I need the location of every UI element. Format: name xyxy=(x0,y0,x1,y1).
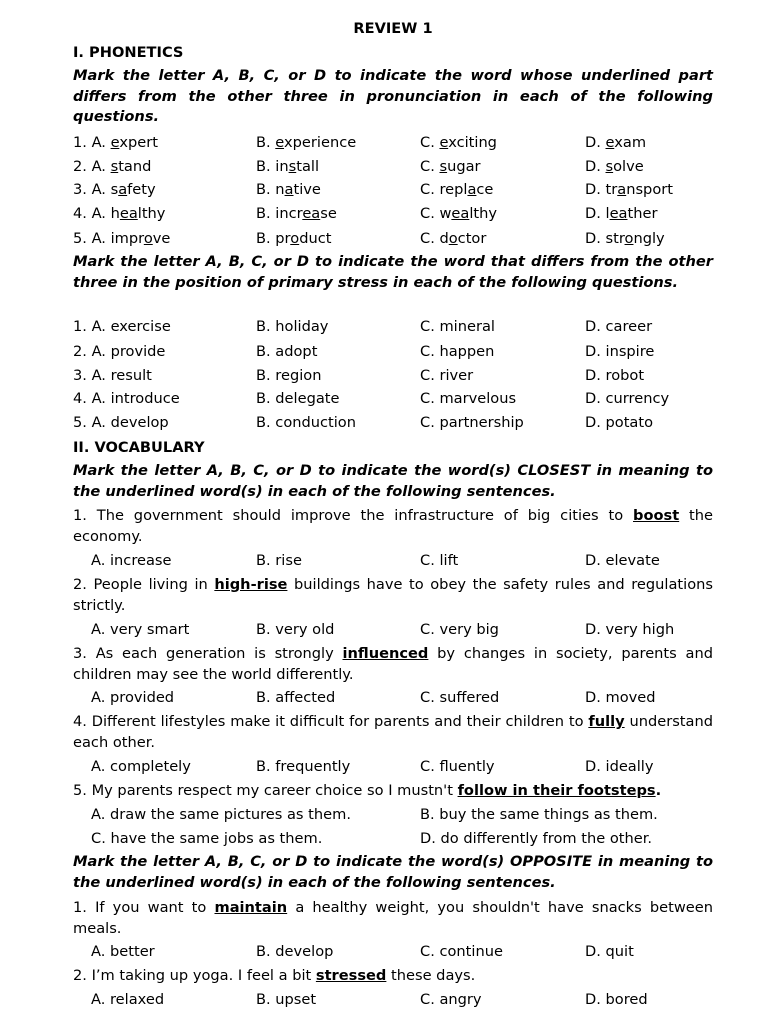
option-a: 1. A. exercise xyxy=(73,318,171,335)
target-word: stressed xyxy=(315,967,387,984)
target-word: high-rise xyxy=(214,576,288,593)
closest-question-5: 5. My parents respect my career choice so I mustn't follow in their footsteps. xyxy=(73,782,662,799)
option-b: B. delegate xyxy=(256,390,340,407)
option-b: B. conduction xyxy=(256,414,356,431)
option-d: D. elevate xyxy=(585,552,660,569)
option-c: C. river xyxy=(420,367,474,384)
target-word: influenced xyxy=(342,645,429,662)
option-a: 2. A. provide xyxy=(73,343,166,360)
option-b: B. very old xyxy=(256,621,335,638)
option-a: 4. A. healthy xyxy=(73,205,166,222)
option-a: 3. A. safety xyxy=(73,181,156,198)
option-b: B. holiday xyxy=(256,318,329,335)
closest-question-1: 1. The government should improve the infrastructure of big cities to boost the economy. xyxy=(73,507,714,545)
option-d: D. currency xyxy=(585,390,670,407)
opposite-question-2: 2. I’m taking up yoga. I feel a bit stressed these days. xyxy=(73,967,476,984)
option-b: B. install xyxy=(256,158,319,175)
option-b: B. upset xyxy=(256,991,317,1008)
option-a: A. increase xyxy=(91,552,172,569)
closest-question-3: 3. As each generation is strongly influenced by changes in society, parents and children may see the world differently. xyxy=(73,645,713,683)
option-a: 3. A. result xyxy=(73,367,152,384)
target-word: fully xyxy=(588,713,625,730)
option-c: C. fluently xyxy=(420,758,495,775)
option-b: B. affected xyxy=(256,689,336,706)
option-d: D. potato xyxy=(585,414,654,431)
target-word: maintain xyxy=(214,899,288,916)
section-heading-phonetics: I. PHONETICS xyxy=(73,44,184,61)
option-d: D. quit xyxy=(585,943,634,960)
closest-instruction: Mark the letter A, B, C, or D to indicate the word(s) CLOSEST in meaning to the underlined word(s) in each of the following sentences. xyxy=(73,462,713,500)
option-a: A. relaxed xyxy=(91,991,165,1008)
opposite-question-1: 1. If you want to maintain a healthy weight, you shouldn't have snacks between meals. xyxy=(73,899,713,937)
option-d: D. leather xyxy=(585,205,658,222)
option-d: D. solve xyxy=(585,158,644,175)
option-c: C. have the same jobs as them. xyxy=(91,830,323,847)
option-a: 2. A. stand xyxy=(73,158,152,175)
option-d: D. robot xyxy=(585,367,645,384)
option-b: B. experience xyxy=(256,134,357,151)
option-c: C. happen xyxy=(420,343,495,360)
option-a: A. completely xyxy=(91,758,191,775)
option-d: D. inspire xyxy=(585,343,655,360)
option-d: D. transport xyxy=(585,181,673,198)
option-c: C. sugar xyxy=(420,158,481,175)
option-b: B. increase xyxy=(256,205,337,222)
option-a: A. better xyxy=(91,943,155,960)
option-c: C. lift xyxy=(420,552,459,569)
option-c: C. continue xyxy=(420,943,503,960)
option-d: D. do differently from the other. xyxy=(420,830,653,847)
stress-instruction: Mark the letter A, B, C, or D to indicate the word that differs from the other three in the position of primary stress in each of the following questions. xyxy=(73,253,713,291)
target-phrase: follow in their footsteps xyxy=(457,782,656,799)
option-d: D. career xyxy=(585,318,653,335)
option-d: D. exam xyxy=(585,134,647,151)
option-d: D. moved xyxy=(585,689,656,706)
option-b: B. rise xyxy=(256,552,302,569)
option-d: D. bored xyxy=(585,991,648,1008)
option-d: D. very high xyxy=(585,621,675,638)
option-c: C. suffered xyxy=(420,689,500,706)
option-c: C. partnership xyxy=(420,414,524,431)
option-b: B. buy the same things as them. xyxy=(420,806,658,823)
option-d: D. ideally xyxy=(585,758,654,775)
option-a: A. provided xyxy=(91,689,175,706)
opposite-instruction: Mark the letter A, B, C, or D to indicate the word(s) OPPOSITE in meaning to the underlined word(s) in each of the following sentences. xyxy=(73,853,713,891)
option-a: 5. A. improve xyxy=(73,230,171,247)
option-c: C. marvelous xyxy=(420,390,517,407)
option-a: A. very smart xyxy=(91,621,190,638)
option-d: D. strongly xyxy=(585,230,665,247)
option-b: B. frequently xyxy=(256,758,351,775)
option-c: C. exciting xyxy=(420,134,497,151)
option-b: B. adopt xyxy=(256,343,318,360)
closest-question-4: 4. Different lifestyles make it difficult for parents and their children to fully understand each other. xyxy=(73,713,713,751)
target-word: boost xyxy=(633,507,680,524)
option-b: B. native xyxy=(256,181,321,198)
pronunciation-instruction: Mark the letter A, B, C, or D to indicate the word whose underlined part differs from the other three in pronunciation in each of the following questions. xyxy=(73,67,713,125)
option-c: C. doctor xyxy=(420,230,487,247)
section-heading-vocabulary: II. VOCABULARY xyxy=(73,439,205,456)
option-b: B. region xyxy=(256,367,322,384)
option-b: B. product xyxy=(256,230,332,247)
closest-question-2: 2. People living in high-rise buildings have to obey the safety rules and regulations strictly. xyxy=(73,576,713,614)
option-c: C. very big xyxy=(420,621,499,638)
option-a: 5. A. develop xyxy=(73,414,169,431)
option-c: C. mineral xyxy=(420,318,495,335)
option-b: B. develop xyxy=(256,943,334,960)
option-a: 4. A. introduce xyxy=(73,390,180,407)
option-a: A. draw the same pictures as them. xyxy=(91,806,351,823)
option-c: C. angry xyxy=(420,991,482,1008)
page-title: REVIEW 1 xyxy=(353,20,433,37)
option-a: 1. A. expert xyxy=(73,134,158,151)
option-c: C. wealthy xyxy=(420,205,497,222)
option-c: C. replace xyxy=(420,181,494,198)
